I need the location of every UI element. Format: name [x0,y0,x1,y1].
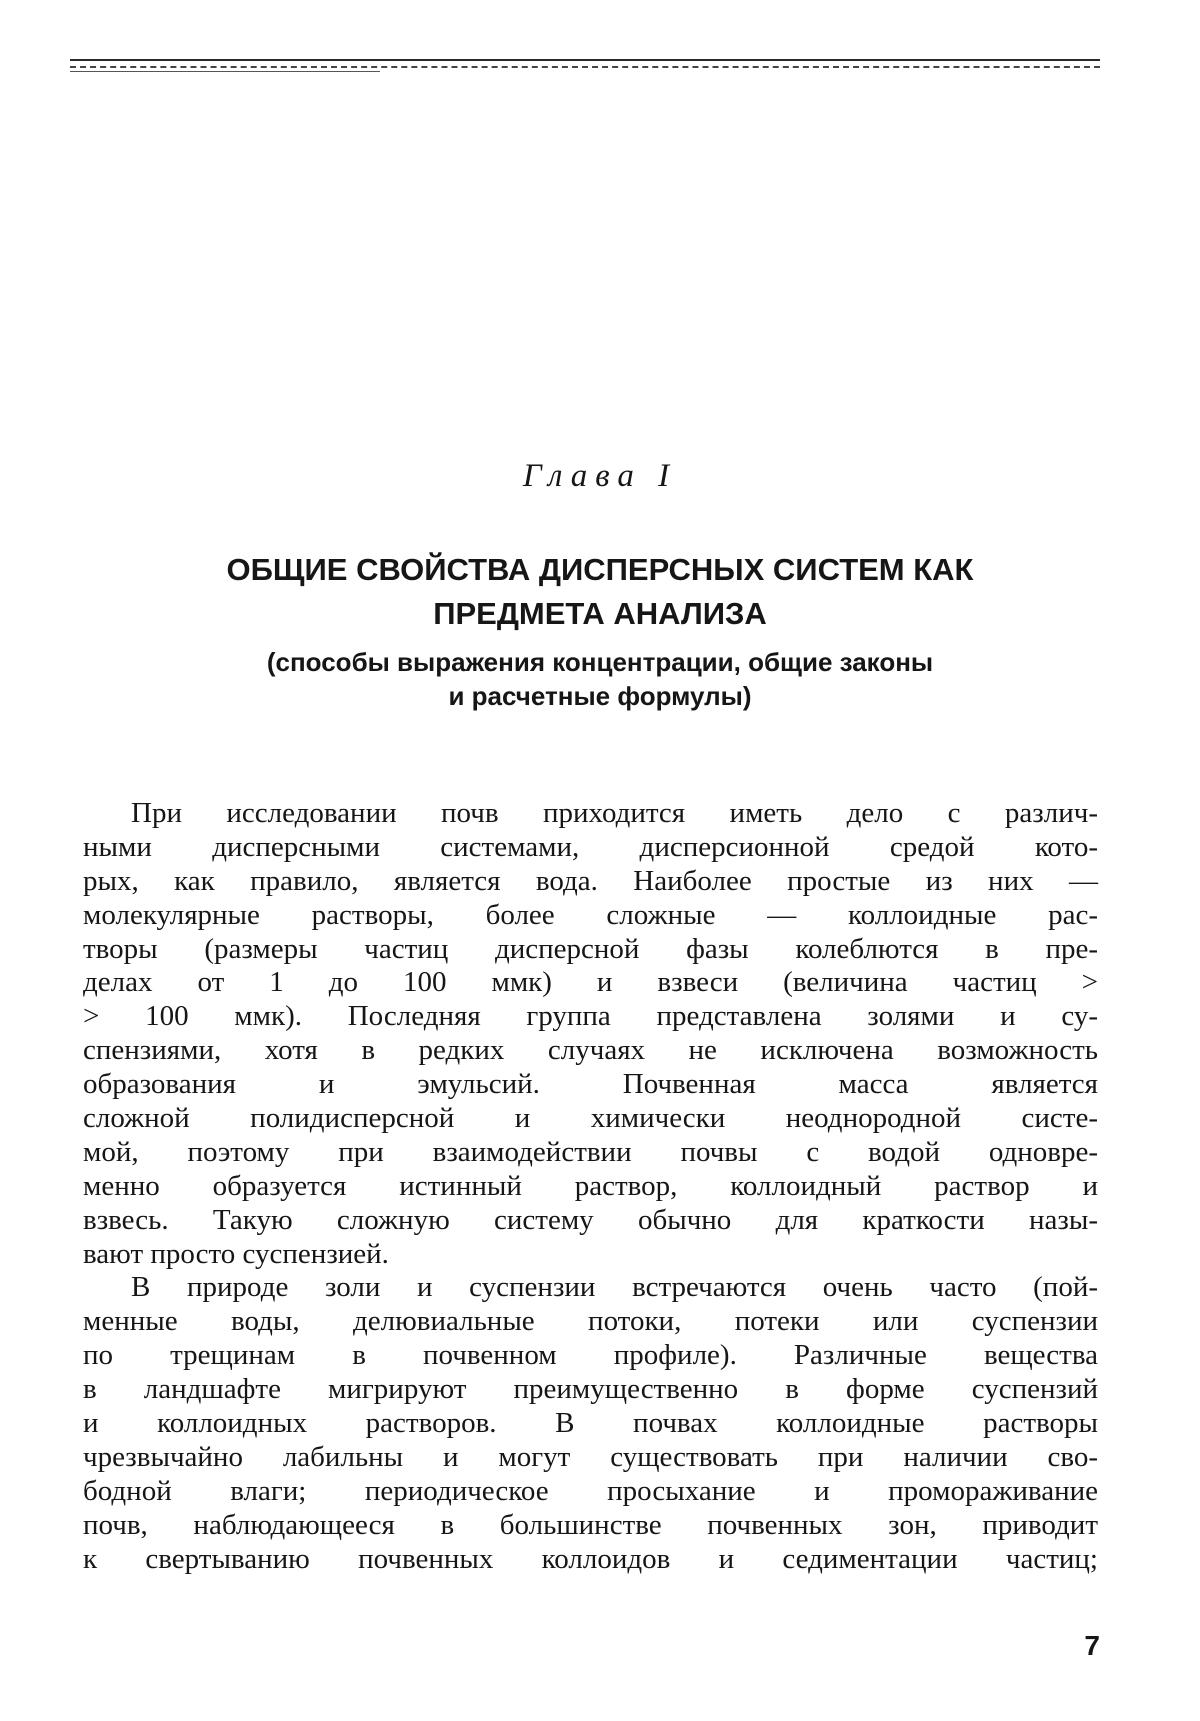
chapter-title [100,548,1100,636]
text-line: бодной влаги; периодическое просыхание и промораживание [83,1475,1098,1509]
text-line: делах от 1 до 100 ммк) и взвеси (величина частиц > [83,966,1098,1000]
header-rule-line [70,59,1100,61]
text-line: менно образуется истинный раствор, коллоидный раствор и [83,1170,1098,1204]
text-line: и коллоидных растворов. В почвах коллоидные растворы [83,1407,1098,1441]
text-line: сложной полидисперсной и химически неоднородной систе- [83,1102,1098,1136]
paragraph [83,1271,1098,1576]
text-line: мой, поэтому при взаимодействии почвы с водой одновре- [83,1136,1098,1170]
text-line: спензиями, хотя в редких случаях не исключена возможность [83,1034,1098,1068]
chapter-title-line: ПРЕДМЕТА АНАЛИЗА [100,592,1100,636]
header-rule [70,55,1100,75]
text-line: образования и эмульсий. Почвенная масса является [83,1068,1098,1102]
text-line: ными дисперсными системами, дисперсионной средой кото- [83,831,1098,865]
text-line: рых, как правило, является вода. Наиболее простые из них — [83,865,1098,899]
chapter-subtitle [100,645,1100,713]
text-line: менные воды, делювиальные потоки, потеки или суспензии [83,1305,1098,1339]
text-line: молекулярные растворы, более сложные — коллоидные рас- [83,899,1098,933]
header-rule-short-line [70,71,380,72]
text-line: > 100 ммк). Последняя группа представлена золями и су- [83,1000,1098,1034]
text-line: в ландшафте мигрируют преимущественно в форме суспензий [83,1373,1098,1407]
chapter-subtitle-line: (способы выражения концентрации, общие законы [100,645,1100,679]
text-line: При исследовании почв приходится иметь дело с различ- [83,797,1098,831]
paragraph [83,797,1098,1271]
body-text [83,797,1098,1576]
document-page [0,0,1200,1721]
text-line: почв, наблюдающееся в большинстве почвенных зон, приводит [83,1509,1098,1543]
chapter-label: Глава I [0,458,1200,495]
text-line: к свертыванию почвенных коллоидов и седиментации частиц; [83,1543,1098,1577]
chapter-subtitle-line: и расчетные формулы) [100,679,1100,713]
header-rule-dashed-line [70,66,1100,68]
text-line: творы (размеры частиц дисперсной фазы колеблются в пре- [83,933,1098,967]
text-line: В природе золи и суспензии встречаются очень часто (пой- [83,1271,1098,1305]
page-number: 7 [1084,1630,1100,1662]
text-line: взвесь. Такую сложную систему обычно для краткости назы- [83,1204,1098,1238]
chapter-title-line: ОБЩИЕ СВОЙСТВА ДИСПЕРСНЫХ СИСТЕМ КАК [100,548,1100,592]
text-line: вают просто суспензией. [83,1238,1098,1272]
text-line: по трещинам в почвенном профиле). Различные вещества [83,1339,1098,1373]
text-line: чрезвычайно лабильны и могут существовать при наличии сво- [83,1441,1098,1475]
